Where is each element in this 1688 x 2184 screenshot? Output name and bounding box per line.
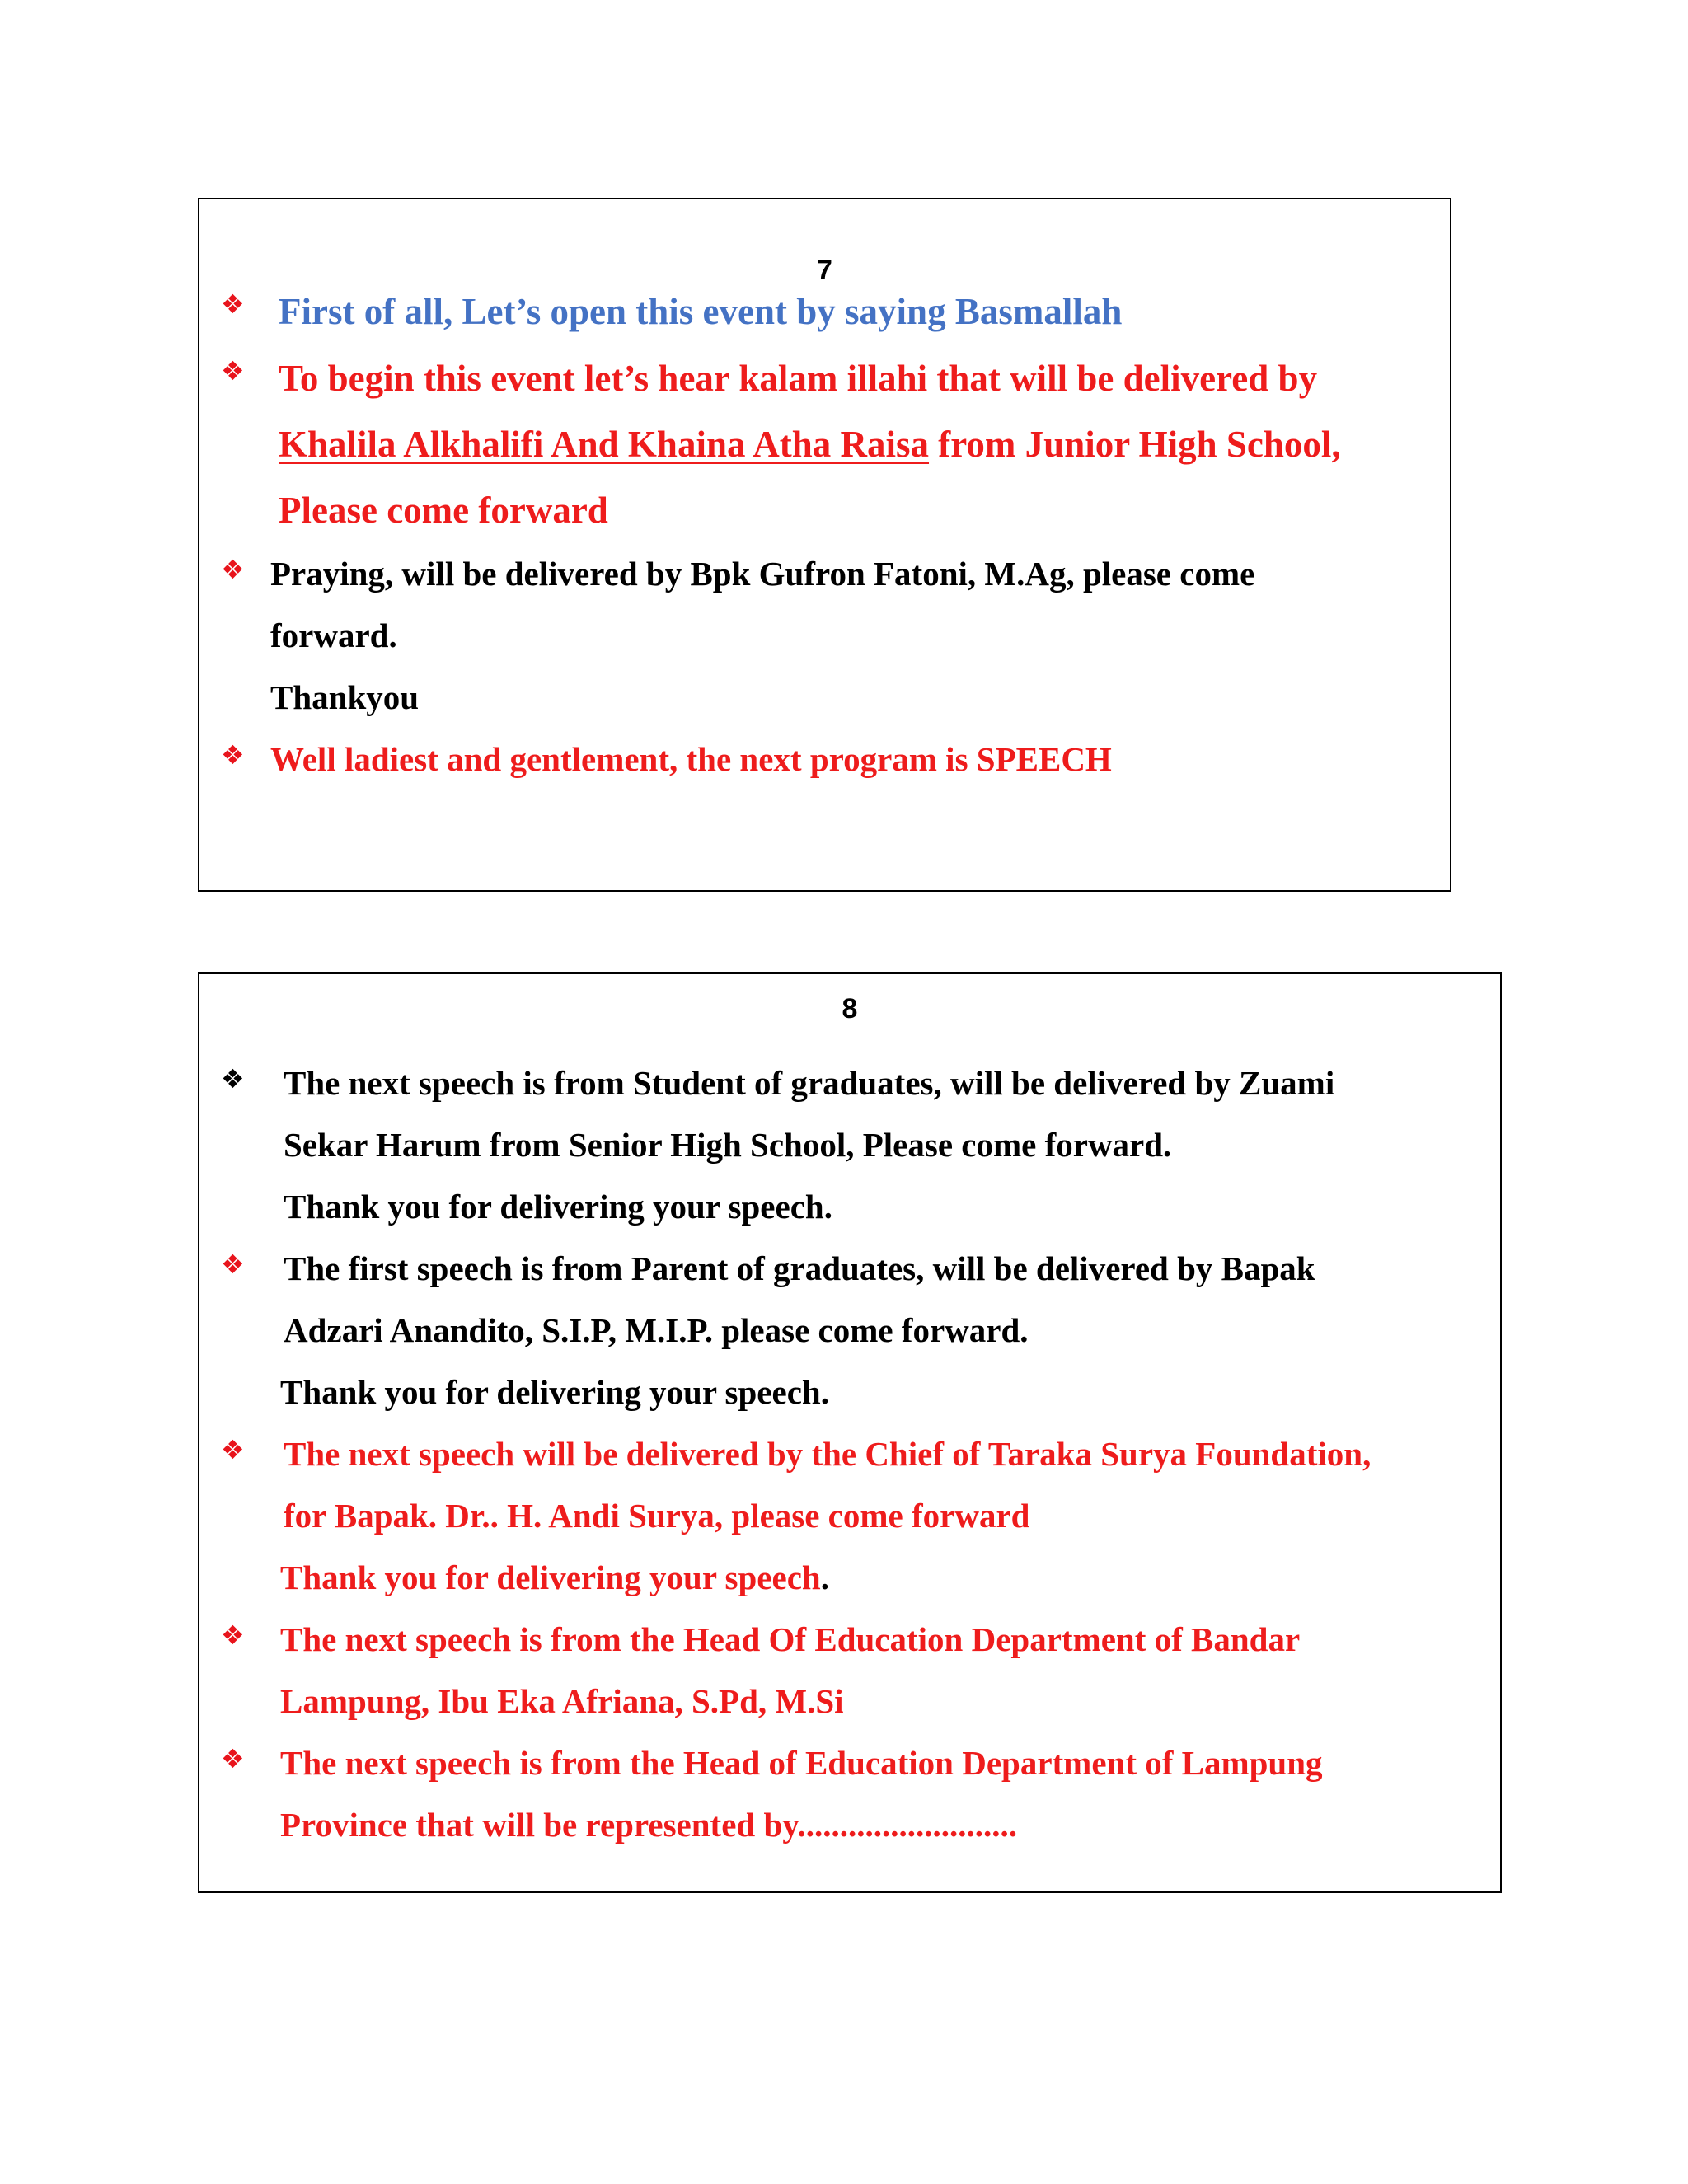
bullet-icon: ❖ (221, 554, 245, 585)
bullet-icon: ❖ (221, 355, 245, 387)
bullet-icon: ❖ (221, 1063, 245, 1094)
line-next-program: Well ladiest and gentlement, the next program is SPEECH (270, 740, 1112, 778)
line-forward: forward. (270, 616, 397, 654)
line-thank-you-3 (280, 1558, 829, 1597)
bullet-icon: ❖ (221, 1434, 245, 1465)
line-thank-you-2: Thank you for delivering your speech. (280, 1373, 829, 1411)
bullet-icon: ❖ (221, 1619, 245, 1651)
bullet-icon: ❖ (221, 1249, 245, 1280)
line-foundation-name: for Bapak. Dr.. H. Andi Surya, please come forward (284, 1497, 1030, 1535)
line-basmallah: First of all, Let’s open this event by saying Basmallah (279, 291, 1123, 332)
line-thank-you-1: Thank you for delivering your speech. (284, 1188, 832, 1226)
line-city-education-name: Lampung, Ibu Eka Afriana, S.Pd, M.Si (280, 1682, 844, 1720)
line-praying: Praying, will be delivered by Bpk Gufron Fatoni, M.Ag, please come (270, 555, 1255, 593)
card-number: 7 (817, 255, 832, 286)
card-7 (198, 198, 1451, 892)
bullet-icon: ❖ (221, 1743, 245, 1774)
card-8 (198, 972, 1502, 1893)
bullet-icon: ❖ (221, 288, 245, 320)
line-parent-speech: The first speech is from Parent of graduates, will be delivered by Bapak (284, 1249, 1315, 1287)
thank-you-text: Thank you for delivering your speech (280, 1558, 821, 1596)
card-number: 8 (842, 993, 858, 1024)
reciters-names: Khalila Alkhalifi And Khaina Atha Raisa (279, 424, 930, 465)
line-reciters (279, 423, 1341, 466)
line-province-education-speech: The next speech is from the Head of Education Department of Lampung (280, 1744, 1323, 1782)
line-come-forward: Please come forward (279, 490, 608, 531)
line-city-education-speech: The next speech is from the Head Of Education Department of Bandar (280, 1620, 1301, 1658)
reciters-school: from Junior High School, (929, 424, 1341, 465)
line-foundation-speech: The next speech will be delivered by the Chief of Taraka Surya Foundation, (284, 1435, 1372, 1473)
line-student-speech: The next speech is from Student of graduates, will be delivered by Zuami (284, 1064, 1335, 1102)
bullet-icon: ❖ (221, 739, 245, 771)
line-student-name: Sekar Harum from Senior High School, Please come forward. (284, 1126, 1172, 1164)
thank-you-period: . (820, 1558, 829, 1596)
line-province-representative: Province that will be represented by.......................... (280, 1806, 1017, 1844)
line-parent-name: Adzari Anandito, S.I.P, M.I.P. please come forward. (284, 1311, 1029, 1349)
line-thankyou: Thankyou (270, 678, 420, 716)
line-kalam-illahi: To begin this event let’s hear kalam illahi that will be delivered by (279, 358, 1318, 399)
